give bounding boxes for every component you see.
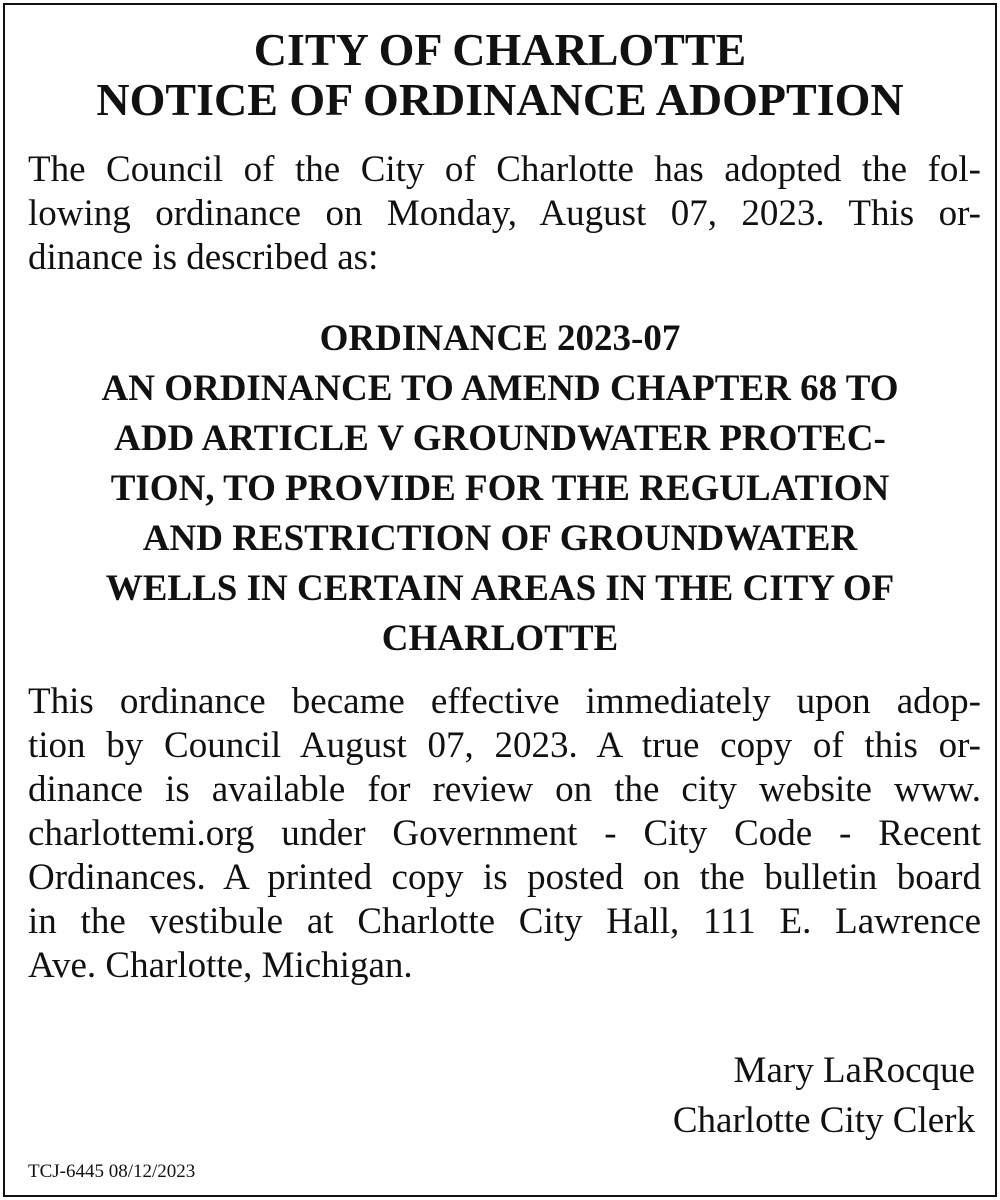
- effective-line-3: dinance is available for review on the city website www.: [28, 769, 981, 810]
- ordinance-title-line-1: AN ORDINANCE TO AMEND CHAPTER 68 TO: [101, 368, 899, 409]
- ordinance-title-line-4: AND RESTRICTION OF GROUNDWATER: [142, 518, 858, 559]
- signer-name: Mary LaRocque: [733, 1050, 975, 1091]
- signature-block: [673, 1046, 975, 1146]
- effective-line-4: charlottemi.org under Government - City Code - Recent: [28, 813, 981, 854]
- signer-title: Charlotte City Clerk: [672, 1100, 975, 1141]
- ordinance-heading: [25, 314, 975, 664]
- notice-title-line-2: NOTICE OF ORDINANCE ADOPTION: [96, 74, 904, 125]
- notice-title-line-1: CITY OF CHARLOTTE: [253, 24, 747, 75]
- effective-line-2: tion by Council August 07, 2023. A true copy of this or-: [28, 725, 981, 766]
- intro-paragraph: [28, 148, 981, 280]
- ordinance-title-line-5: WELLS IN CERTAIN AREAS IN THE CITY OF: [105, 568, 895, 609]
- intro-line-3: dinance is described as:: [28, 237, 379, 278]
- ordinance-number: ORDINANCE 2023-07: [319, 318, 681, 359]
- ordinance-title-line-2: ADD ARTICLE V GROUNDWATER PROTEC-: [114, 418, 886, 459]
- ordinance-title-line-6: CHARLOTTE: [381, 618, 619, 659]
- notice-title: [5, 25, 995, 125]
- effective-line-7: Ave. Charlotte, Michigan.: [28, 945, 413, 986]
- effective-line-6: in the vestibule at Charlotte City Hall, 111 E. Lawrence: [28, 901, 981, 942]
- legal-notice: [3, 3, 997, 1197]
- intro-line-1: The Council of the City of Charlotte has adopted the fol-: [28, 149, 981, 190]
- intro-line-2: lowing ordinance on Monday, August 07, 2023. This or-: [28, 193, 981, 234]
- effective-paragraph: [28, 680, 981, 988]
- effective-line-1: This ordinance became effective immediately upon adop-: [28, 681, 981, 722]
- ordinance-title-line-3: TION, TO PROVIDE FOR THE REGULATION: [110, 468, 890, 509]
- publication-reference: TCJ-6445 08/12/2023: [28, 1161, 196, 1182]
- effective-line-5: Ordinances. A printed copy is posted on the bulletin board: [28, 857, 981, 898]
